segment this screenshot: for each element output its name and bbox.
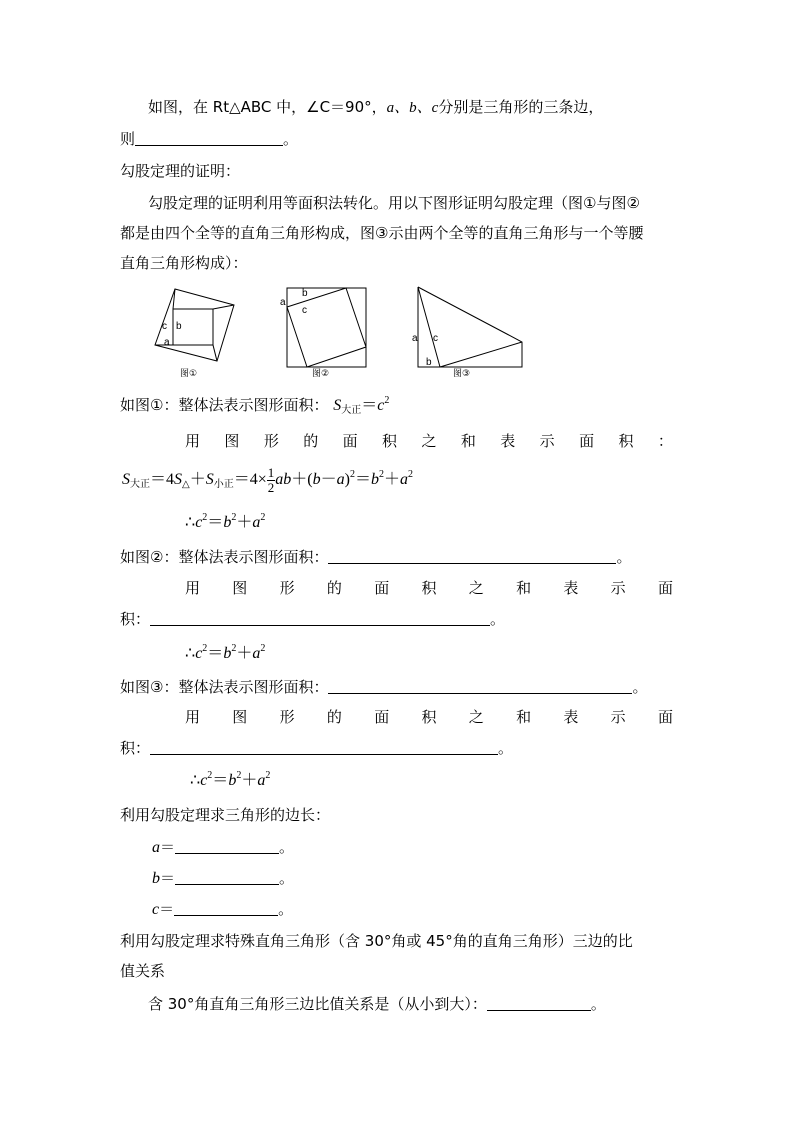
side-a-var: a — [152, 839, 160, 856]
fig1-whole-label: 如图①：整体法表示图形面积： — [120, 396, 329, 414]
spread-char: 表 — [500, 432, 516, 450]
fig2-label-a: a — [280, 297, 286, 308]
side-b-var: b — [152, 870, 160, 887]
spread-char: 面 — [374, 579, 390, 597]
intro-text-2: 分别是三角形的三条边， — [438, 98, 604, 116]
spread-char: 示 — [539, 432, 555, 450]
spread-char: 的 — [326, 708, 342, 726]
special-line-1: 利用勾股定理求特殊直角三角形（含 30°角或 45°角的直角三角形）三边的比 — [120, 932, 633, 950]
side-c-blank[interactable] — [174, 899, 278, 916]
fig1-label-a: a — [164, 337, 170, 348]
intro-text: 如图，在 Rt△ABC 中，∠C＝90°， — [148, 98, 387, 116]
spread-char: 之 — [421, 432, 437, 450]
side-c-end: 。 — [278, 900, 294, 918]
intro-end: 。 — [283, 130, 299, 148]
fig3-whole-line — [120, 676, 647, 698]
spread-char: 图 — [232, 579, 248, 597]
spread-char: 积 — [382, 432, 398, 450]
fig1-caption: 图① — [180, 368, 198, 378]
fig3-whole-label: 如图③：整体法表示图形面积： — [120, 678, 329, 696]
proof-desc-1: 勾股定理的证明利用等面积法转化。用以下图形证明勾股定理（图①与图② — [148, 194, 640, 212]
special-30-label: 含 30°角直角三角形三边比值关系是（从小到大）： — [148, 995, 487, 1013]
spread-char: 面 — [374, 708, 390, 726]
fig1-whole-line — [120, 394, 389, 422]
fig3-parts-line — [185, 706, 673, 728]
fig2-caption: 图② — [312, 368, 330, 378]
spread-char: 的 — [303, 432, 319, 450]
fig3-end: 。 — [632, 678, 648, 696]
side-b-line — [152, 867, 294, 890]
spread-char: 形 — [279, 708, 295, 726]
fig1-whole-formula: $S_{大正}=c^2$ — [333, 395, 390, 416]
spread-char: 积 — [618, 432, 634, 450]
proof-figures — [150, 283, 530, 383]
spread-char: 形 — [263, 432, 279, 450]
fig3-parts-cont-label: 积： — [120, 739, 151, 757]
side-c-line — [152, 898, 293, 921]
fig2-outer-square — [287, 288, 366, 367]
side-a-blank[interactable] — [175, 837, 279, 854]
fig2-conclusion: $\therefore c^2=b^2+a^2$ — [185, 643, 266, 662]
spread-char: 示 — [610, 579, 626, 597]
fig3-label-b: b — [426, 357, 432, 368]
answer-blank[interactable] — [135, 129, 283, 146]
spread-char: 表 — [563, 708, 579, 726]
fig1-conclusion: $\therefore c^2=b^2+a^2$ — [185, 512, 266, 531]
spread-char: 表 — [563, 579, 579, 597]
spread-char: 形 — [279, 579, 295, 597]
side-a-end: 。 — [279, 838, 295, 856]
spread-char: 图 — [224, 432, 240, 450]
intro-prefix: 则 — [120, 130, 136, 148]
fig2-parts-blank[interactable] — [150, 609, 490, 626]
intro-vars: a、b、c — [386, 100, 439, 116]
fig3-parts-blank[interactable] — [150, 738, 498, 755]
side-b-end: 。 — [279, 869, 295, 887]
fig2-inner-square — [287, 288, 366, 367]
spread-char: ： — [657, 432, 673, 450]
fig2-label-c: c — [302, 305, 307, 316]
spread-char: 面 — [579, 432, 595, 450]
fig1-parts-formula: $S_{大正}=4S_\triangle+S_{小正}=4\times$ $\frac{1}{2}$ $ab+(b-a)^2=b^2+a^2$ — [122, 465, 413, 495]
fig3-whole-blank[interactable] — [328, 677, 632, 694]
figure-2 — [287, 288, 366, 367]
fig2-whole-line — [120, 546, 631, 568]
fig2-parts-line — [185, 577, 673, 599]
spread-char: 和 — [516, 708, 532, 726]
fig3-parts-cont — [120, 737, 513, 759]
spread-char: 和 — [460, 432, 476, 450]
fig1-label-b: b — [176, 321, 182, 332]
fig2-parts-cont-label: 积： — [120, 610, 151, 628]
side-b-eq: ＝ — [160, 869, 176, 887]
fig3-conclusion: $\therefore c^2=b^2+a^2$ — [190, 770, 271, 789]
fig2-end: 。 — [616, 548, 632, 566]
figure-3 — [418, 287, 522, 367]
spread-char: 用 — [185, 708, 201, 726]
proof-desc-2: 都是由四个全等的直角三角形构成，图③示由两个全等的直角三角形与一个等腰 — [120, 224, 644, 242]
side-c-eq: ＝ — [159, 900, 175, 918]
spread-char: 积 — [421, 579, 437, 597]
fig2-parts-end: 。 — [490, 610, 506, 628]
spread-char: 和 — [516, 579, 532, 597]
fig2-whole-blank[interactable] — [328, 547, 616, 564]
spread-char: 用 — [185, 432, 201, 450]
proof-heading: 勾股定理的证明： — [120, 162, 241, 180]
spread-char: 用 — [185, 579, 201, 597]
spread-char: 积 — [421, 708, 437, 726]
spread-char: 面 — [657, 708, 673, 726]
side-a-eq: ＝ — [160, 838, 176, 856]
spread-char: 之 — [468, 708, 484, 726]
intro-line — [148, 96, 603, 119]
special-line-2: 值关系 — [120, 962, 166, 980]
spread-char: 面 — [342, 432, 358, 450]
fig3-trapezoid — [418, 287, 522, 367]
fig3-parts-end: 。 — [498, 739, 514, 757]
spread-char: 面 — [657, 579, 673, 597]
fig3-label-c: c — [433, 333, 438, 344]
sides-heading: 利用勾股定理求三角形的边长： — [120, 806, 331, 824]
fig1-label-c: c — [162, 321, 167, 332]
spread-char: 图 — [232, 708, 248, 726]
fig2-whole-label: 如图②：整体法表示图形面积： — [120, 548, 329, 566]
spread-char: 的 — [326, 579, 342, 597]
proof-desc-3: 直角三角形构成）： — [120, 254, 248, 272]
spread-char: 示 — [610, 708, 626, 726]
fig3-label-a: a — [412, 333, 418, 344]
fig3-caption: 图③ — [453, 368, 471, 378]
fig1-parts-line — [185, 430, 673, 452]
spread-char: 之 — [468, 579, 484, 597]
special-30-line — [148, 993, 606, 1015]
intro-answer-line — [120, 128, 298, 150]
fig2-label-b: b — [302, 288, 308, 299]
fig2-parts-cont — [120, 608, 505, 630]
special-30-blank[interactable] — [487, 994, 591, 1011]
side-a-line — [152, 836, 294, 859]
side-c-var: c — [152, 901, 160, 918]
side-b-blank[interactable] — [175, 868, 279, 885]
special-30-end: 。 — [590, 995, 606, 1013]
